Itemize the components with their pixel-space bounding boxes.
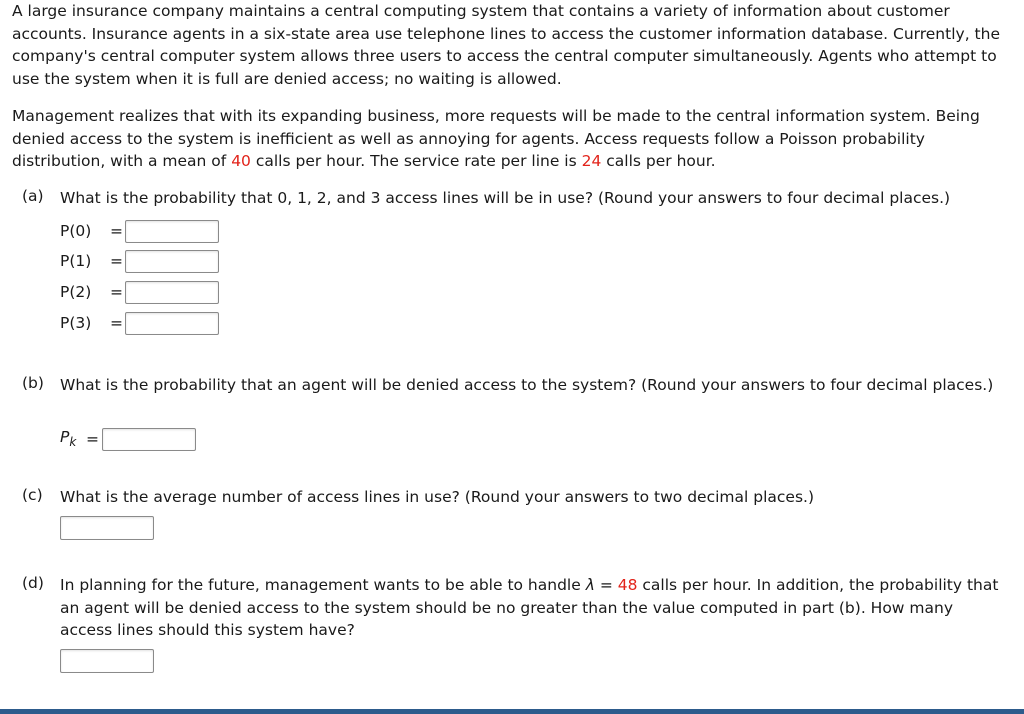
intro-paragraph-2 — [12, 105, 1012, 173]
part-d-question — [60, 574, 1010, 642]
part-a-row-p0 — [60, 218, 219, 244]
intro-text: calls per hour. — [601, 152, 716, 170]
avg-lines-input[interactable] — [60, 516, 154, 540]
part-d-text: calls per hour. In addition, the probability that an agent will be denied access to the system should be no greater than the value computed in part (b). How many access lines should this system have? — [60, 576, 999, 639]
part-a-question: What is the probability that 0, 1, 2, and 3 access lines will be in use? (Round your answers to four decimal places.) — [60, 189, 951, 207]
pk-label — [60, 428, 86, 449]
p3-input[interactable] — [125, 312, 219, 335]
future-arrival-rate-value: 48 — [617, 576, 638, 594]
service-rate-value: 24 — [581, 152, 602, 170]
p2-label: P(2) — [60, 283, 92, 301]
part-a-row-p1 — [60, 248, 219, 274]
p0-input[interactable] — [125, 220, 219, 243]
equals-sign: = — [594, 576, 618, 594]
p2-input[interactable] — [125, 281, 219, 304]
intro-text: Management realizes that with its expanding business, more requests will be made to the central information system. Being denied access to the system is inefficient as well as annoying for agents. Access requests follow a Poisson probability distribution, with a mean of — [12, 107, 980, 170]
part-c-label: (c) — [22, 486, 43, 504]
part-a-label: (a) — [22, 187, 44, 205]
intro-paragraph-1: A large insurance company maintains a central computing system that contains a variety of information about customer accounts. Insurance agents in a six-state area use telephone lines to access the customer information database. Currently, the company's central computer system allows three users to access the central computer simultaneously. Agents who attempt to use the system when it is full are denied access; no waiting is allowed. — [12, 2, 1000, 88]
part-b-question: What is the probability that an agent will be denied access to the system? (Round your answers to four decimal places.) — [60, 376, 994, 394]
bottom-bar — [0, 709, 1024, 714]
equals-sign: = — [110, 252, 123, 270]
intro-text: calls per hour. The service rate per line is — [250, 152, 582, 170]
equals-sign: = — [110, 314, 123, 332]
equals-sign: = — [110, 283, 123, 301]
p1-input[interactable] — [125, 250, 219, 273]
part-c-question: What is the average number of access lines in use? (Round your answers to two decimal places.) — [60, 488, 814, 506]
pk-var: P — [60, 428, 70, 447]
part-a-row-p3 — [60, 310, 219, 336]
arrival-rate-value: 40 — [231, 152, 251, 170]
lambda-symbol: λ — [585, 576, 595, 594]
part-b-row — [60, 426, 196, 452]
part-b-label: (b) — [22, 374, 44, 392]
equals-sign: = — [86, 430, 99, 448]
pk-input[interactable] — [102, 428, 196, 451]
part-d-label: (d) — [22, 574, 44, 592]
equals-sign: = — [110, 222, 123, 240]
part-d-text: In planning for the future, management wants to be able to handle — [60, 576, 586, 594]
access-lines-input[interactable] — [60, 649, 154, 673]
p1-label: P(1) — [60, 252, 92, 270]
p0-label: P(0) — [60, 222, 92, 240]
part-a-row-p2 — [60, 279, 219, 305]
pk-subscript: k — [69, 435, 77, 450]
p3-label: P(3) — [60, 314, 92, 332]
